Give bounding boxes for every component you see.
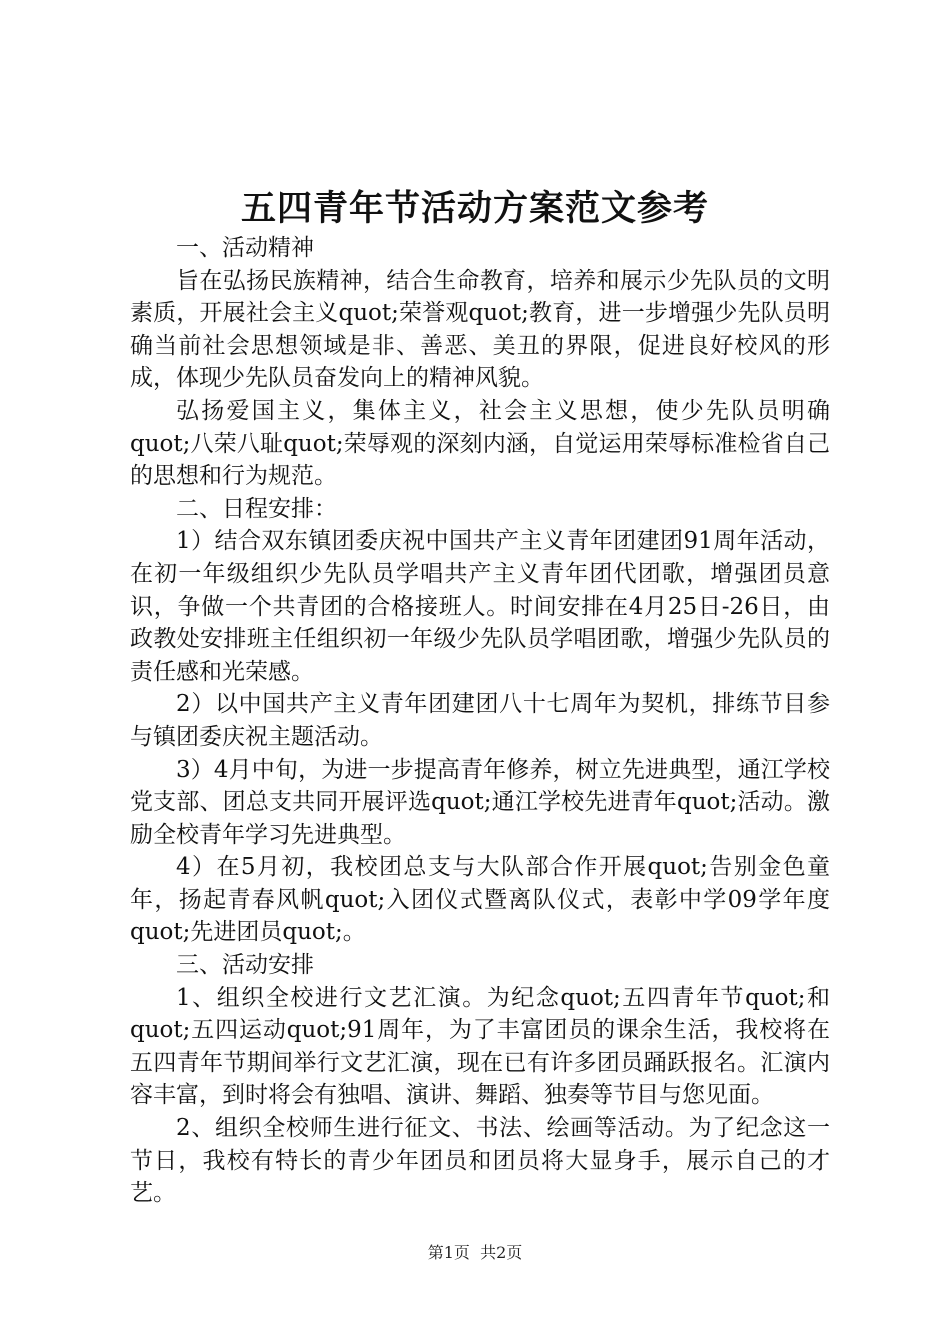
section-heading: 二、日程安排： bbox=[176, 495, 337, 522]
paragraph: 3）4月中旬，为进一步提高青年修养，树立先进典型，通江学校党支部、团总支共同开展评选quot;通江学校先进青年quot;活动。激励全校青年学习先进典型。 bbox=[130, 756, 830, 848]
paragraph: 4）在5月初，我校团总支与大队部合作开展quot;告别金色童年，扬起青春风帆quot;入团仪式暨离队仪式，表彰中学09学年度quot;先进团员quot;。 bbox=[130, 854, 830, 946]
paragraph: 2、组织全校师生进行征文、书法、绘画等活动。为了纪念这一节日，我校有特长的青少年团员和团员将大显身手，展示自己的才艺。 bbox=[130, 1115, 830, 1207]
document-body bbox=[130, 232, 830, 1210]
document-title: 五四青年节活动方案范文参考 bbox=[240, 188, 709, 229]
paragraph: 1、组织全校进行文艺汇演。为纪念quot;五四青年节quot;和quot;五四运动quot;91周年，为了丰富团员的课余生活，我校将在五四青年节期间举行文艺汇演，现在已有许多团员踊跃报名。汇演内容丰富，到时将会有独唱、演讲、舞蹈、独奏等节目与您见面。 bbox=[130, 984, 830, 1109]
paragraph: 2）以中国共产主义青年团建团八十七周年为契机，排练节目参与镇团委庆祝主题活动。 bbox=[130, 691, 830, 750]
page-footer bbox=[0, 1242, 950, 1264]
paragraph: 弘扬爱国主义，集体主义，社会主义思想，使少先队员明确quot;八荣八耻quot;荣辱观的深刻内涵，自觉运用荣辱标准检省自己的思想和行为规范。 bbox=[130, 397, 830, 490]
paragraph: 旨在弘扬民族精神，结合生命教育，培养和展示少先队员的文明素质，开展社会主义quot;荣誉观quot;教育，进一步增强少先队员明确当前社会思想领域是非、善恶、美丑的界限，促进良好校风的形成，体现少先队员奋发向上的精神风貌。 bbox=[130, 267, 830, 392]
page-number-label: 第1页 共2页 bbox=[427, 1243, 523, 1262]
section-heading: 三、活动安排 bbox=[176, 952, 314, 979]
section-heading: 一、活动精神 bbox=[176, 235, 314, 261]
paragraph: 1）结合双东镇团委庆祝中国共产主义青年团建团91周年活动，在初一年级组织少先队员学唱共产主义青年团代团歌，增强团员意识，争做一个共青团的合格接班人。时间安排在4月25日-26日，由政教处安排班主任组织初一年级少先队员学唱团歌，增强少先队员的责任感和光荣感。 bbox=[130, 528, 830, 685]
